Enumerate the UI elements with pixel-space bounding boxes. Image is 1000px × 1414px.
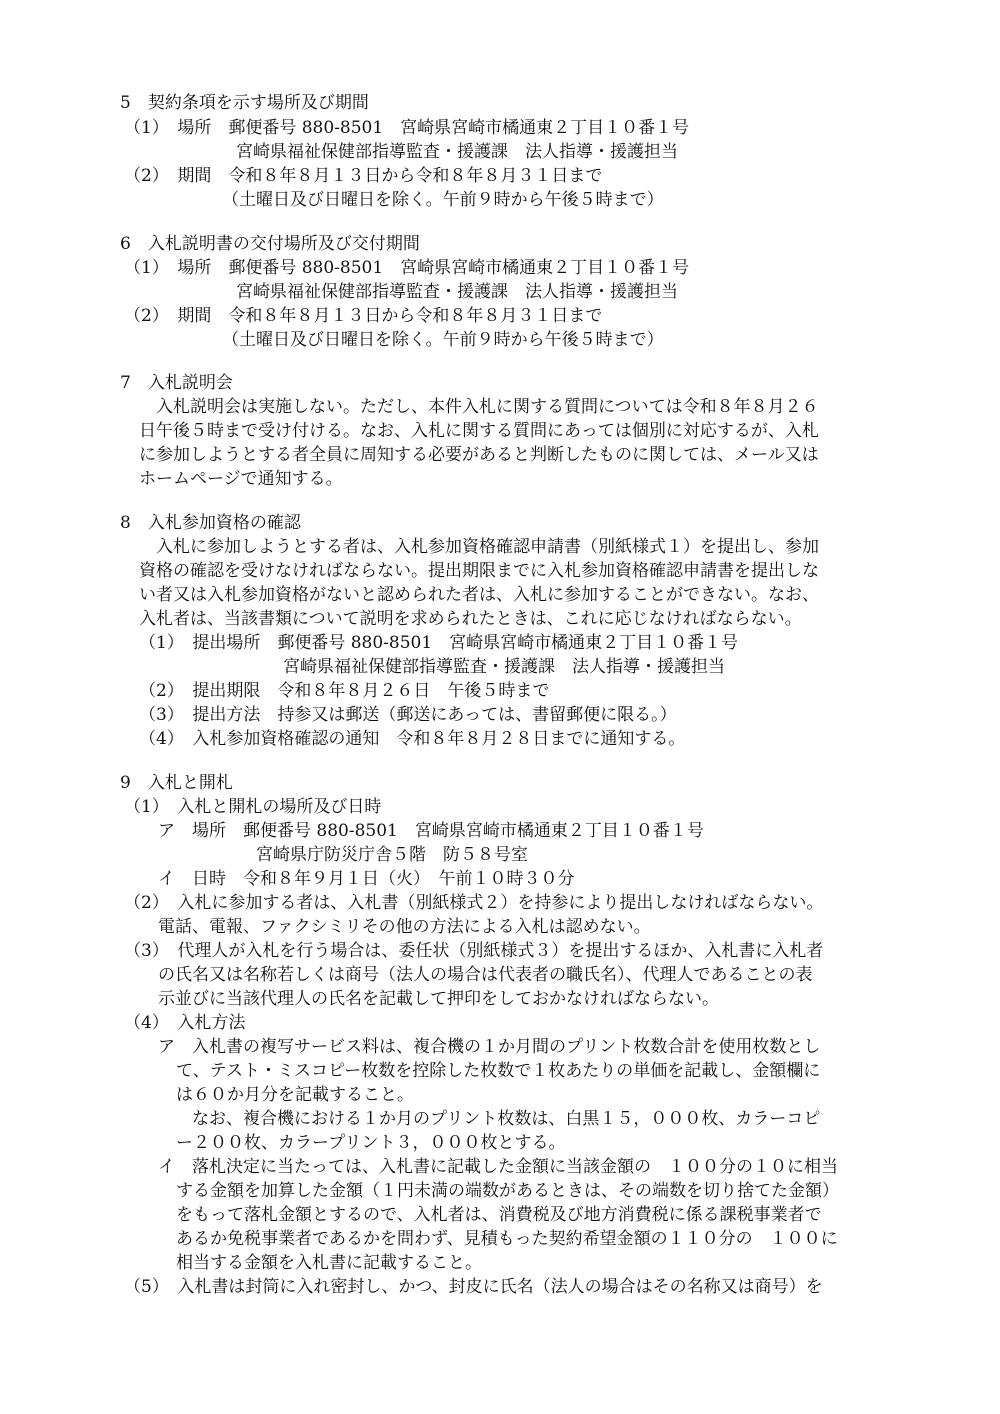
section-9-item-4a-note: なお、複合機における１か月のプリント枚数は、白黒１５，０００枚、カラーコピ <box>192 1109 821 1129</box>
section-9-item-5: （5） 入札書は封筒に入れ密封し、かつ、封皮に氏名（法人の場合はその名称又は商号）を <box>124 1277 823 1297</box>
section-7-para-line: ホームページで通知する。 <box>139 469 343 489</box>
section-5-heading: 5 契約条項を示す場所及び期間 <box>120 93 369 113</box>
section-9-item-4b-cont: 相当する金額を入札書に記載すること。 <box>176 1253 482 1273</box>
section-8-item-4: （4） 入札参加資格確認の通知 令和８年８月２８日までに通知する。 <box>139 729 686 749</box>
section-5-item-2: （2） 期間 令和８年８月１３日から令和８年８月３１日まで <box>124 166 603 186</box>
section-8-para-line: 入札者は、当該書類について説明を求められたときは、これに応じなければならない。 <box>139 609 802 629</box>
section-5-item-2-cont: （土曜日及び日曜日を除く。午前９時から午後５時まで） <box>222 190 664 210</box>
section-6-heading: 6 入札説明書の交付場所及び交付期間 <box>120 234 420 254</box>
section-7-para-line: に参加しようとする者全員に周知する必要があると判断したものに関しては、メール又は <box>139 445 819 465</box>
section-9-item-2: （2） 入札に参加する者は、入札書（別紙様式２）を持参により提出しなければならない。 <box>124 893 824 913</box>
section-9-item-4: （4） 入札方法 <box>124 1013 246 1033</box>
section-9-item-4b-cont: あるか免税事業者であるかを問わず、見積もった契約希望金額の１１０分の １００に <box>176 1229 838 1249</box>
section-9-item-4a-cont: は６０か月分を記載すること。 <box>176 1085 414 1105</box>
section-7-heading: 7 入札説明会 <box>120 373 233 393</box>
section-9-item-1a-cont: 宮崎県庁防災庁舎５階 防５８号室 <box>256 845 528 865</box>
section-9-item-1b: イ 日時 令和８年９月１日（火） 午前１０時３０分 <box>158 869 575 889</box>
section-9-item-1a: ア 場所 郵便番号 880-8501 宮崎県宮崎市橘通東２丁目１０番１号 <box>158 821 704 841</box>
section-9-item-2-cont: 電話、電報、ファクシミリその他の方法による入札は認めない。 <box>158 917 651 937</box>
section-6-item-2-cont: （土曜日及び日曜日を除く。午前９時から午後５時まで） <box>222 330 664 350</box>
section-8-heading: 8 入札参加資格の確認 <box>120 513 301 533</box>
section-6-item-2: （2） 期間 令和８年８月１３日から令和８年８月３１日まで <box>124 306 603 326</box>
section-9-item-4a: ア 入札書の複写サービス料は、複合機の１か月間のプリント枚数合計を使用枚数とし <box>158 1037 821 1057</box>
section-8-para-line: 入札に参加しようとする者は、入札参加資格確認申請書（別紙様式１）を提出し、参加 <box>156 537 819 557</box>
section-9-item-1: （1） 入札と開札の場所及び日時 <box>124 797 382 817</box>
section-9-item-4a-cont: て、テスト・ミスコピー枚数を控除した枚数で１枚あたりの単価を記載し、金額欄に <box>176 1061 821 1081</box>
section-9-item-4a-note-cont: ー２００枚、カラープリント３，０００枚とする。 <box>176 1133 566 1153</box>
section-9-item-3-cont: の氏名又は名称若しくは商号（法人の場合は代表者の職氏名）、代理人であることの表 <box>158 965 813 985</box>
section-8-item-2: （2） 提出期限 令和８年８月２６日 午後５時まで <box>139 681 550 701</box>
section-9-item-4b-cont: をもって落札金額とするので、入札者は、消費税及び地方消費税に係る課税事業者で <box>176 1205 822 1225</box>
section-5-item-1-cont: 宮崎県福祉保健部指導監査・援護課 法人指導・援護担当 <box>236 142 678 162</box>
section-5-item-1: （1） 場所 郵便番号 880-8501 宮崎県宮崎市橘通東２丁目１０番１号 <box>124 118 690 138</box>
section-6-item-1-cont: 宮崎県福祉保健部指導監査・援護課 法人指導・援護担当 <box>236 282 678 302</box>
section-8-para-line: い者又は入札参加資格がないと認められた者は、入札に参加することができない。なお、 <box>139 585 819 605</box>
section-8-para-line: 資格の確認を受けなければならない。提出期限までに入札参加資格確認申請書を提出しな <box>139 561 819 581</box>
section-9-heading: 9 入札と開札 <box>120 773 233 793</box>
section-6-item-1: （1） 場所 郵便番号 880-8501 宮崎県宮崎市橘通東２丁目１０番１号 <box>124 258 690 278</box>
section-8-item-1-cont: 宮崎県福祉保健部指導監査・援護課 法人指導・援護担当 <box>283 657 725 677</box>
section-9-item-4b-cont: する金額を加算した金額（１円未満の端数があるときは、その端数を切り捨てた金額） <box>176 1181 839 1201</box>
section-7-para-line: 入札説明会は実施しない。ただし、本件入札に関する質問については令和８年８月２６ <box>156 397 819 417</box>
section-8-item-3: （3） 提出方法 持参又は郵送（郵送にあっては、書留郵便に限る。） <box>139 705 677 725</box>
section-9-item-4b: イ 落札決定に当たっては、入札書に記載した金額に当該金額の １００分の１０に相当 <box>158 1157 838 1177</box>
section-9-item-3-cont: 示並びに当該代理人の氏名を記載して押印をしておかなければならない。 <box>158 989 719 1009</box>
section-8-item-1: （1） 提出場所 郵便番号 880-8501 宮崎県宮崎市橘通東２丁目１０番１号 <box>139 633 739 653</box>
section-7-para-line: 日午後５時まで受け付ける。なお、入札に関する質問にあっては個別に対応するが、入札 <box>139 421 819 441</box>
section-9-item-3: （3） 代理人が入札を行う場合は、委任状（別紙様式３）を提出するほか、入札書に入札者 <box>124 941 824 961</box>
